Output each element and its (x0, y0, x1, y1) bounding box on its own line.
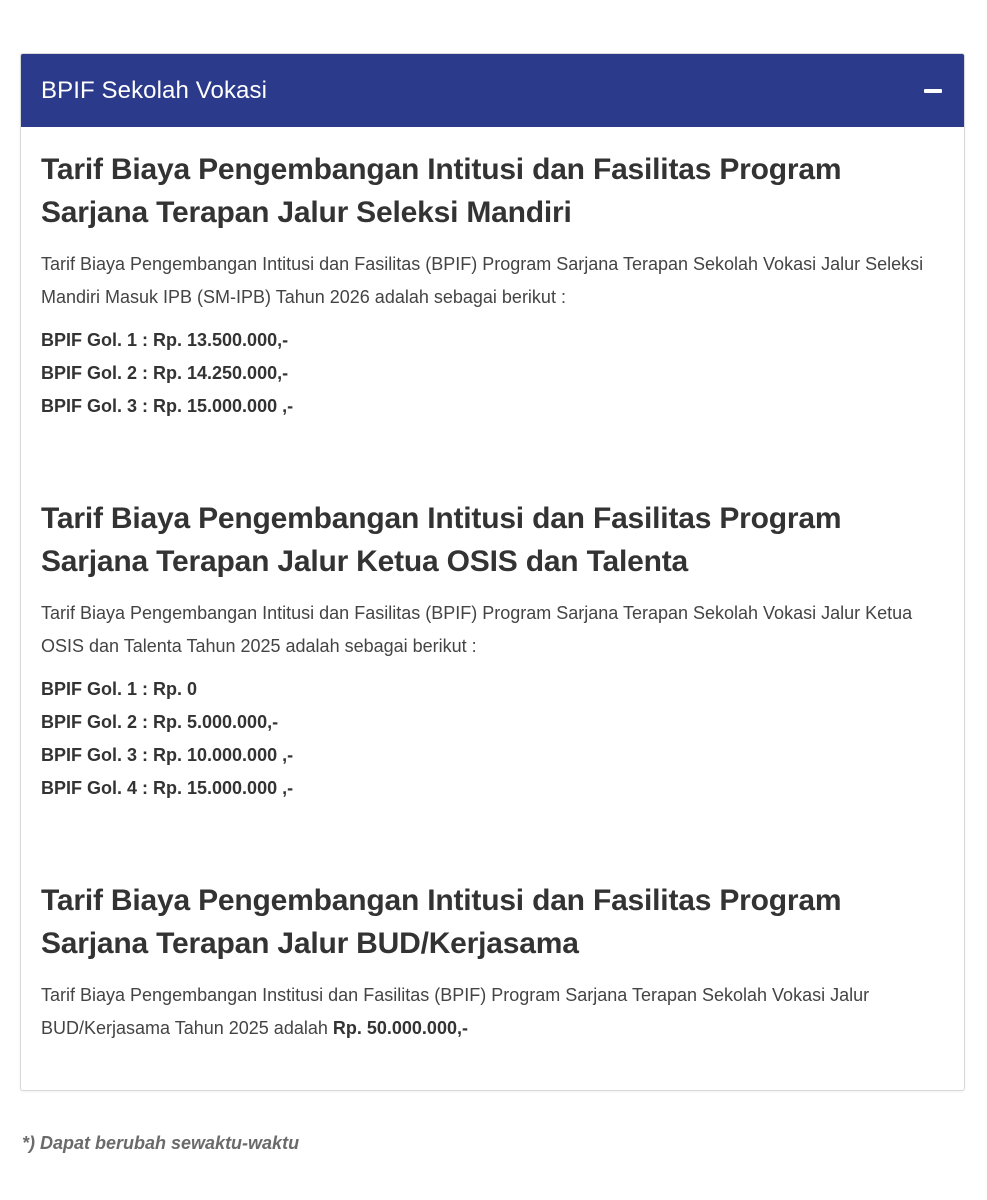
rate-item: BPIF Gol. 3 : Rp. 15.000.000 ,- (41, 396, 294, 416)
section-title: Tarif Biaya Pengembangan Intitusi dan Fasilitas Program Sarjana Terapan Jalur Seleksi Mandiri (41, 153, 842, 229)
rate-item: BPIF Gol. 1 : Rp. 0 (41, 679, 198, 699)
section-bud-kerjasama (41, 879, 944, 1045)
accordion-title: BPIF Sekolah Vokasi (41, 76, 268, 104)
rate-item: BPIF Gol. 2 : Rp. 14.250.000,- (41, 363, 289, 383)
rate-list (41, 324, 944, 423)
accordion-header[interactable] (21, 54, 964, 127)
accordion-panel (20, 53, 965, 1091)
section-description (41, 979, 944, 1045)
section-description: Tarif Biaya Pengembangan Intitusi dan Fasilitas (BPIF) Program Sarjana Terapan Sekolah Vokasi Jalur Ketua OSIS dan Talenta Tahun 2025 adalah sebagai berikut : (41, 603, 913, 656)
section-ketua-osis-talenta (41, 497, 944, 805)
section-title: Tarif Biaya Pengembangan Intitusi dan Fasilitas Program Sarjana Terapan Jalur BUD/Kerjasama (41, 884, 842, 960)
accordion-body (21, 127, 964, 1045)
description-text: Tarif Biaya Pengembangan Institusi dan Fasilitas (BPIF) Program Sarjana Terapan Sekolah Vokasi Jalur BUD/Kerjasama Tahun 2025 adalah (41, 985, 870, 1038)
rate-item: BPIF Gol. 3 : Rp. 10.000.000 ,- (41, 745, 294, 765)
minus-icon[interactable] (924, 82, 942, 100)
rate-item: BPIF Gol. 2 : Rp. 5.000.000,- (41, 712, 279, 732)
rate-item: BPIF Gol. 4 : Rp. 15.000.000 ,- (41, 778, 294, 798)
footnote: *) Dapat berubah sewaktu-waktu (22, 1133, 300, 1153)
section-description: Tarif Biaya Pengembangan Intitusi dan Fasilitas (BPIF) Program Sarjana Terapan Sekolah Vokasi Jalur Seleksi Mandiri Masuk IPB (SM-IPB) Tahun 2026 adalah sebagai berikut : (41, 254, 924, 307)
description-amount: Rp. 50.000.000,- (332, 1018, 468, 1038)
section-seleksi-mandiri (41, 148, 944, 423)
rate-item: BPIF Gol. 1 : Rp. 13.500.000,- (41, 330, 289, 350)
section-title: Tarif Biaya Pengembangan Intitusi dan Fasilitas Program Sarjana Terapan Jalur Ketua OSIS dan Talenta (41, 502, 842, 578)
rate-list (41, 673, 944, 805)
